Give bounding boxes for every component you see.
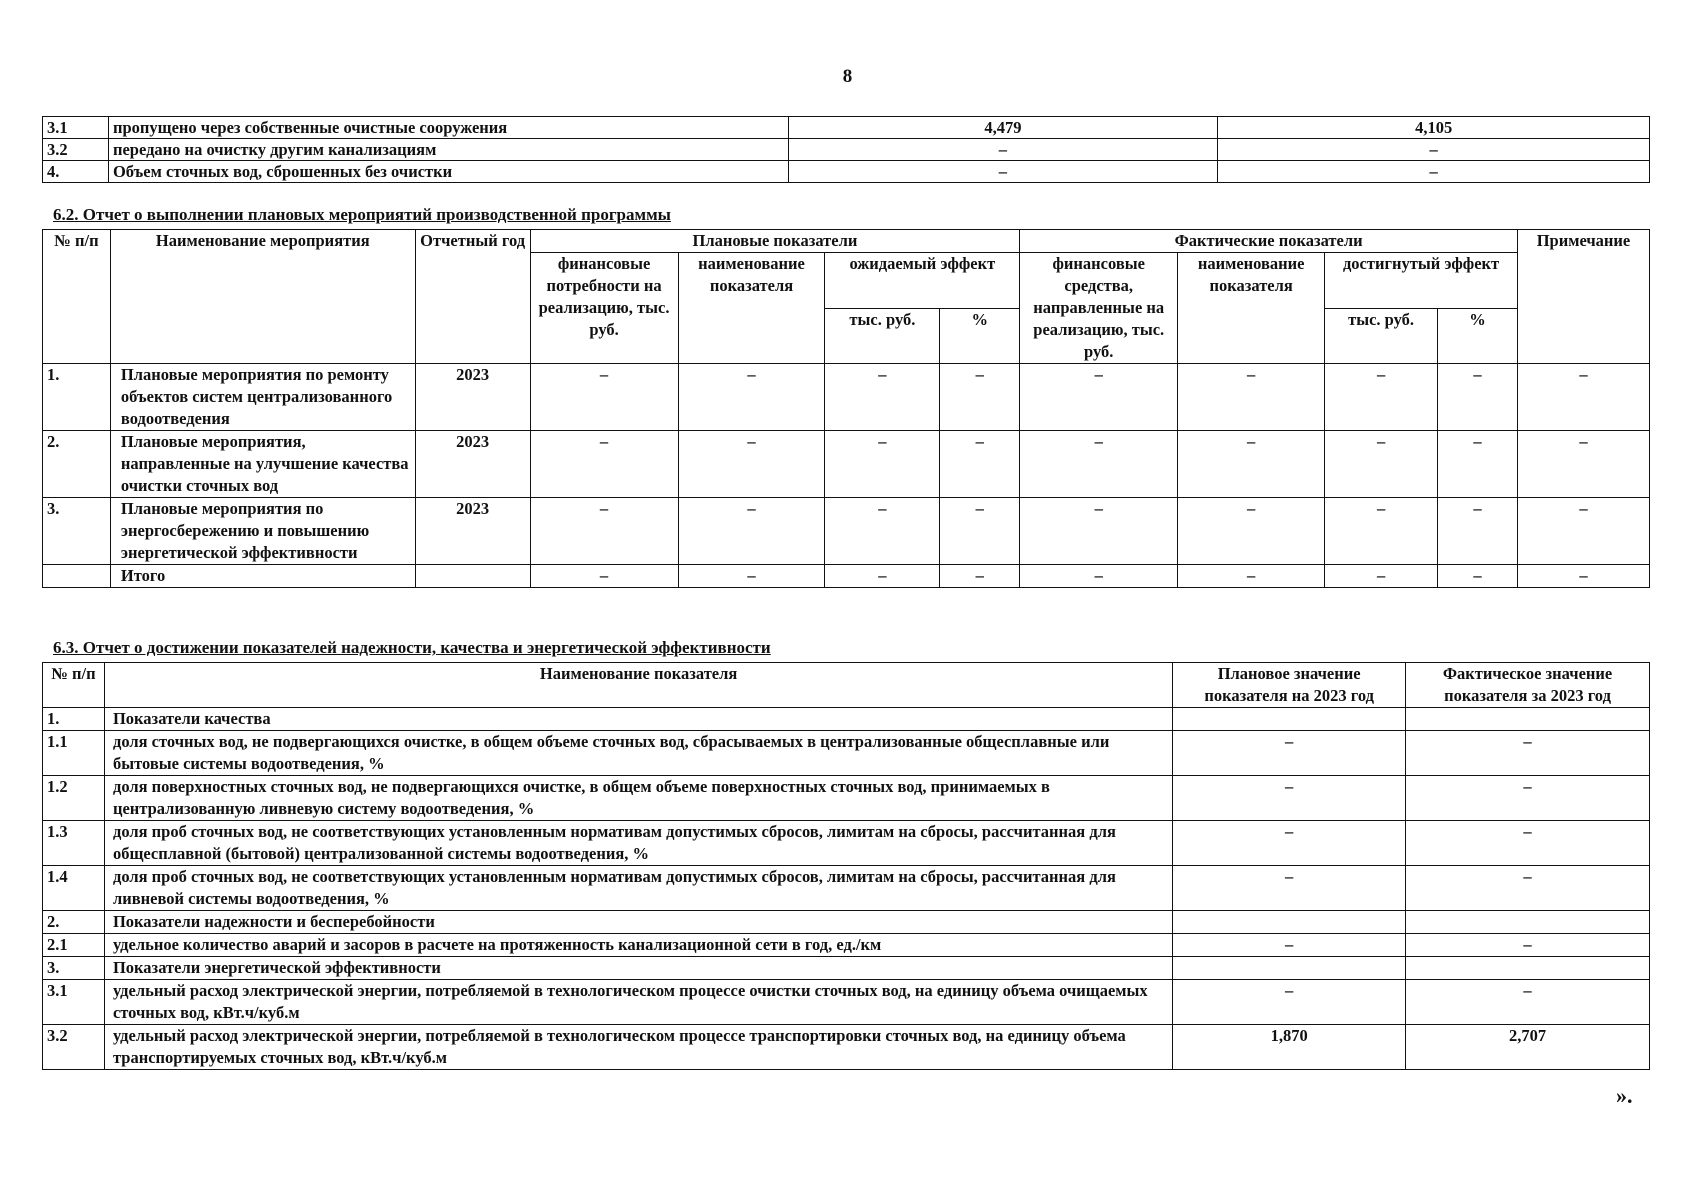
plan-value: – [1173, 821, 1406, 866]
total-value-cell: – [530, 565, 678, 588]
fact-value: – [1406, 821, 1650, 866]
table-row [43, 1025, 1650, 1070]
measure-name: Плановые мероприятия по энергосбережению и повышению энергетической эффективности [110, 498, 415, 565]
indicator-name: Показатели надежности и бесперебойности [104, 911, 1172, 934]
row-num: 1. [43, 364, 111, 431]
value-cell: – [1517, 498, 1649, 565]
indicator-name: Показатели энергетической эффективности [104, 957, 1172, 980]
row-num: 1.2 [43, 776, 105, 821]
fin-spent-header: финансовые средства, направленные на реализацию, тыс. руб. [1020, 253, 1178, 364]
plan-value: – [1173, 731, 1406, 776]
indicator-name: доля поверхностных сточных вод, не подвергающихся очистке, в общем объеме поверхностных сточных вод, принимаемых в централизованную ливневую систему водоотведения, % [104, 776, 1172, 821]
table-row [43, 866, 1650, 911]
col-year-header: Отчетный год [415, 230, 530, 364]
total-value-cell: – [1020, 565, 1178, 588]
table-row [43, 498, 1650, 565]
total-num-empty [43, 565, 111, 588]
fact-value: – [1406, 866, 1650, 911]
row-value-2: – [1218, 139, 1650, 161]
row-num: 3.1 [43, 117, 109, 139]
value-cell: – [1325, 498, 1438, 565]
thous-rub2-header: тыс. руб. [1325, 308, 1438, 364]
value-cell: – [1020, 431, 1178, 498]
planned-header: Плановые показатели [530, 230, 1020, 253]
report-year: 2023 [415, 498, 530, 565]
indicator-name: удельный расход электрической энергии, потребляемой в технологическом процессе транспортировки сточных вод, на единицу объема транспортируемых сточных вод, кВт.ч/куб.м [104, 1025, 1172, 1070]
fact-value: 2,707 [1406, 1025, 1650, 1070]
total-value-cell: – [825, 565, 940, 588]
continuation-table [42, 116, 1650, 183]
fact-value [1406, 957, 1650, 980]
value-cell: – [1325, 431, 1438, 498]
table-row [43, 117, 1650, 139]
page-number: 8 [842, 66, 853, 87]
note-header: Примечание [1517, 230, 1649, 364]
fact-value: – [1406, 980, 1650, 1025]
value-cell: – [825, 364, 940, 431]
report-year: 2023 [415, 431, 530, 498]
value-cell: – [940, 431, 1020, 498]
section-63-title: 6.3. Отчет о достижении показателей надежности, качества и энергетической эффективности [53, 638, 771, 657]
total-value-cell: – [1325, 565, 1438, 588]
value-cell: – [1438, 498, 1518, 565]
planned-measures-table [42, 229, 1650, 588]
indicator-name: доля проб сточных вод, не соответствующих установленным нормативам допустимых сбросов, лимитам на сбросы, рассчитанная для общесплавной (бытовой) централизованной системы водоотведения, % [104, 821, 1172, 866]
total-value-cell: – [1517, 565, 1649, 588]
row-value-2: – [1218, 161, 1650, 183]
row-value-2: 4,105 [1218, 117, 1650, 139]
closing-quote-mark: ». [1616, 1083, 1633, 1108]
plan-value [1173, 957, 1406, 980]
row-num: 3.2 [43, 139, 109, 161]
value-cell: – [1438, 364, 1518, 431]
value-cell: – [1325, 364, 1438, 431]
value-cell: – [530, 498, 678, 565]
plan-value [1173, 911, 1406, 934]
table-row [43, 776, 1650, 821]
row-num: 1.4 [43, 866, 105, 911]
plan-value: 1,870 [1173, 1025, 1406, 1070]
indicator-num-header: № п/п [43, 663, 105, 708]
value-cell: – [1178, 498, 1325, 565]
indicator-name-header: наименование показателя [678, 253, 825, 364]
table-row [43, 731, 1650, 776]
fact-value [1406, 911, 1650, 934]
row-value-1: 4,479 [788, 117, 1218, 139]
table-row [43, 139, 1650, 161]
value-cell: – [1178, 364, 1325, 431]
total-row [43, 565, 1650, 588]
row-num: 2. [43, 431, 111, 498]
report-year: 2023 [415, 364, 530, 431]
indicator-name: доля проб сточных вод, не соответствующих установленным нормативам допустимых сбросов, лимитам на сбросы, рассчитанная для ливневой системы водоотведения, % [104, 866, 1172, 911]
col-num-header: № п/п [43, 230, 111, 364]
value-cell: – [678, 431, 825, 498]
plan-value: – [1173, 776, 1406, 821]
percent2-header: % [1438, 308, 1518, 364]
fin-needs-header: финансовые потребности на реализацию, тыс. руб. [530, 253, 678, 364]
plan-value: – [1173, 866, 1406, 911]
value-cell: – [940, 498, 1020, 565]
percent-header: % [940, 308, 1020, 364]
table-row [43, 821, 1650, 866]
total-year-empty [415, 565, 530, 588]
row-num: 3. [43, 498, 111, 565]
value-cell: – [1517, 364, 1649, 431]
value-cell: – [1020, 498, 1178, 565]
row-value-1: – [788, 139, 1218, 161]
value-cell: – [678, 498, 825, 565]
fact-value [1406, 708, 1650, 731]
thous-rub-header: тыс. руб. [825, 308, 940, 364]
value-cell: – [825, 431, 940, 498]
fact-value: – [1406, 934, 1650, 957]
total-value-cell: – [1438, 565, 1518, 588]
table-row [43, 980, 1650, 1025]
plan-value: – [1173, 934, 1406, 957]
indicator-name: удельный расход электрической энергии, потребляемой в технологическом процессе очистки сточных вод, на единицу объема очищаемых сточных вод, кВт.ч/куб.м [104, 980, 1172, 1025]
table-row [43, 957, 1650, 980]
indicator-name: Показатели качества [104, 708, 1172, 731]
row-num: 1.1 [43, 731, 105, 776]
fact-value-header: Фактическое значение показателя за 2023 год [1406, 663, 1650, 708]
row-value-1: – [788, 161, 1218, 183]
indicator-name2-header: наименование показателя [1178, 253, 1325, 364]
table-row [43, 708, 1650, 731]
row-num: 3.1 [43, 980, 105, 1025]
row-name: передано на очистку другим канализациям [108, 139, 788, 161]
value-cell: – [678, 364, 825, 431]
value-cell: – [530, 431, 678, 498]
total-label: Итого [110, 565, 415, 588]
row-num: 2.1 [43, 934, 105, 957]
expected-effect-header: ожидаемый эффект [825, 253, 1020, 309]
value-cell: – [825, 498, 940, 565]
indicator-name-col-header: Наименование показателя [104, 663, 1172, 708]
fact-value: – [1406, 731, 1650, 776]
table-row [43, 934, 1650, 957]
plan-value: – [1173, 980, 1406, 1025]
value-cell: – [1020, 364, 1178, 431]
fact-value: – [1406, 776, 1650, 821]
indicator-name: удельное количество аварий и засоров в расчете на протяженность канализационной сети в год, ед./км [104, 934, 1172, 957]
indicator-name: доля сточных вод, не подвергающихся очистке, в общем объеме сточных вод, сбрасываемых в централизованные общесплавные или бытовые системы водоотведения, % [104, 731, 1172, 776]
value-cell: – [1438, 431, 1518, 498]
row-num: 4. [43, 161, 109, 183]
table-row [43, 161, 1650, 183]
actual-header: Фактические показатели [1020, 230, 1518, 253]
value-cell: – [940, 364, 1020, 431]
plan-value-header: Плановое значение показателя на 2023 год [1173, 663, 1406, 708]
table-row [43, 431, 1650, 498]
measure-name: Плановые мероприятия, направленные на улучшение качества очистки сточных вод [110, 431, 415, 498]
table-row [43, 911, 1650, 934]
row-num: 3.2 [43, 1025, 105, 1070]
table-row [43, 364, 1650, 431]
value-cell: – [530, 364, 678, 431]
section-62-title: 6.2. Отчет о выполнении плановых мероприятий производственной программы [53, 205, 671, 224]
total-value-cell: – [940, 565, 1020, 588]
total-value-cell: – [678, 565, 825, 588]
achieved-effect-header: достигнутый эффект [1325, 253, 1518, 309]
total-value-cell: – [1178, 565, 1325, 588]
row-num: 1. [43, 708, 105, 731]
indicators-table [42, 662, 1650, 1070]
measure-name: Плановые мероприятия по ремонту объектов систем централизованного водоотведения [110, 364, 415, 431]
row-name: пропущено через собственные очистные сооружения [108, 117, 788, 139]
row-num: 3. [43, 957, 105, 980]
row-name: Объем сточных вод, сброшенных без очистки [108, 161, 788, 183]
row-num: 1.3 [43, 821, 105, 866]
row-num: 2. [43, 911, 105, 934]
value-cell: – [1178, 431, 1325, 498]
plan-value [1173, 708, 1406, 731]
col-name-header: Наименование мероприятия [110, 230, 415, 364]
value-cell: – [1517, 431, 1649, 498]
